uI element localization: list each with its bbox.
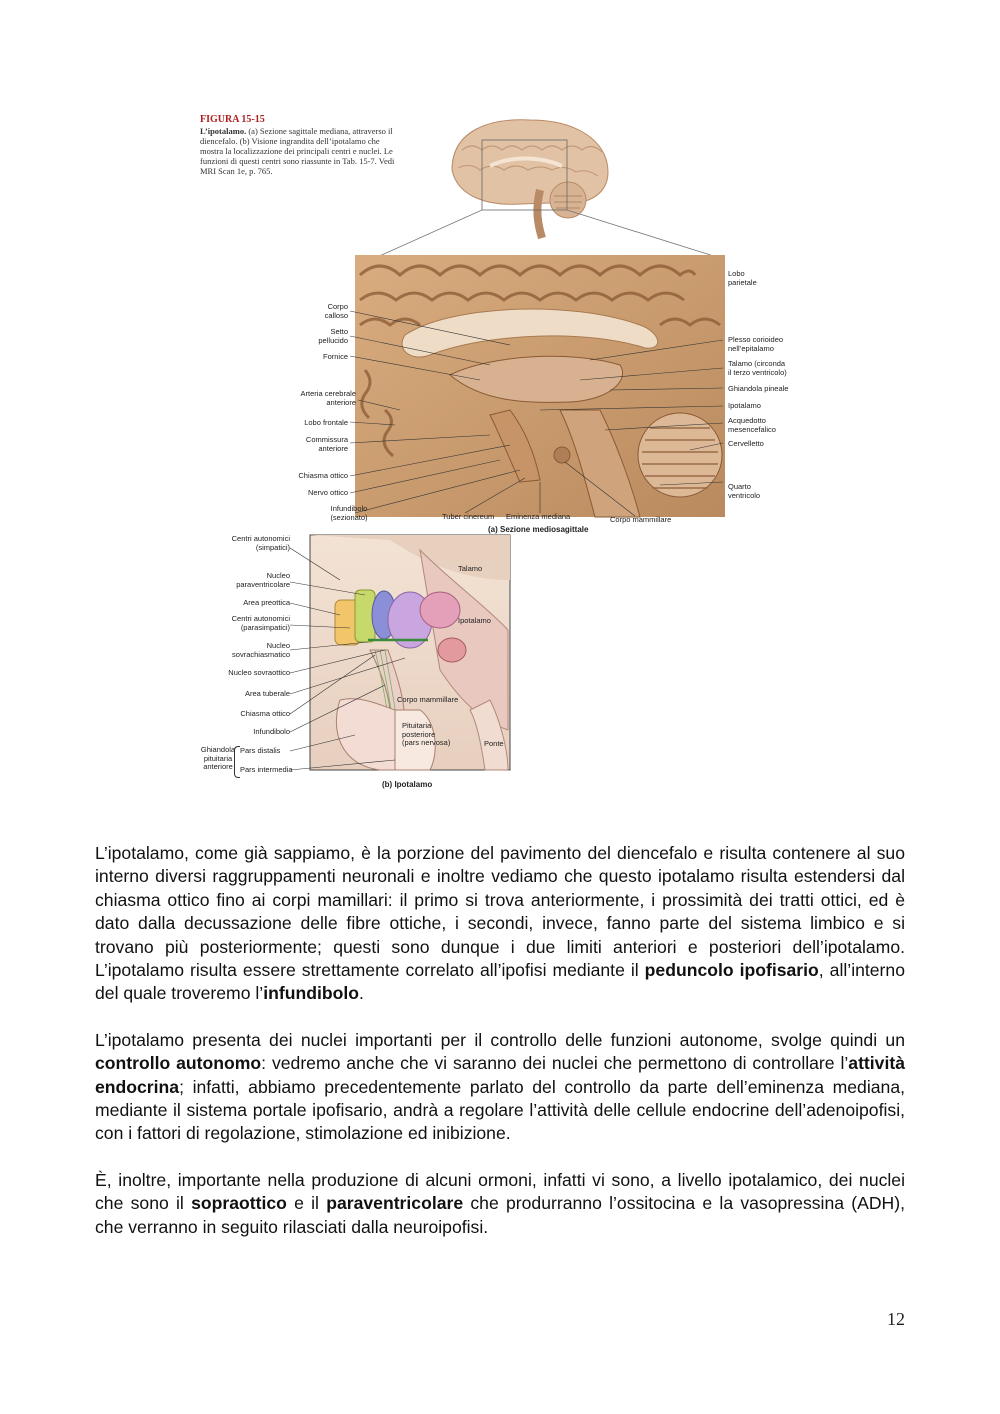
panel-a-caption: (a) Sezione mediosagittale — [488, 525, 589, 534]
page-number: 12 — [887, 1309, 905, 1329]
mediosagittal-section-photo — [355, 255, 725, 517]
label-lobo-parietale: Lobo parietale — [728, 269, 757, 287]
paragraph-3: È, inoltre, importante nella produzione di alcuni ormoni, infatti vi sono, a livello ipotalamico, dei nuclei che sono il sopraottico e il paraventricolare che produrranno l’ossitocina e la vasopressina (ADH), che verranno in seguito rilasciati dalla neuroipofisi. — [95, 1169, 906, 1237]
label-pituitaria-posteriore: Pituitaria posteriore (pars nervosa) — [402, 721, 451, 747]
label-ghiandola-pituitaria-anteriore: Ghiandola pituitaria anteriore — [200, 745, 236, 771]
label-infundibolo-sezionato: Infundibolo (sezionato) — [330, 504, 368, 522]
label-ghiandola-pineale: Ghiandola pineale — [728, 384, 789, 393]
brain-thumbnail-image — [452, 120, 608, 238]
label-area-tuberale: Area tuberale — [244, 689, 290, 698]
label-pars-distalis: Pars distalis — [240, 746, 281, 755]
label-ponte: Ponte — [484, 739, 504, 748]
zoom-line-left — [375, 210, 482, 258]
figure-caption-lead: L’ipotalamo. — [200, 126, 247, 136]
figure-number: FIGURA 15-15 — [200, 114, 265, 125]
label-commissura-anteriore: Commissura anteriore — [305, 435, 348, 453]
paragraph-2: L’ipotalamo presenta dei nuclei importanti per il controllo delle funzioni autonome, svolge quindi un controllo autonomo: vedremo anche che vi saranno dei nuclei che permettono di controllare l’attività endocrina; infatti, abbiamo precedentemente parlato del controllo da parte dell’eminenza mediana, mediante il sistema portale ipofisario, andrà a regolare l’attività delle cellule endocrine dell’adenoipofisi, con i fattori di regolazione, stimolazione ed inibizione. — [95, 1029, 905, 1144]
label-infundibolo: Infundibolo — [253, 727, 290, 736]
label-setto-pellucido: Setto pellucido — [318, 327, 348, 345]
label-corpo-calloso: Corpo calloso — [324, 302, 348, 320]
label-talamo: Talamo (circonda il terzo ventricolo) — [728, 359, 787, 377]
label-nucleo-sovraottico: Nucleo sovraottico — [228, 668, 290, 677]
term-controllo-autonomo: controllo autonomo — [95, 1053, 262, 1074]
label-corpo-mammillare-b: Corpo mammillare — [397, 695, 459, 704]
label-arteria-cerebrale-anteriore: Arteria cerebrale anteriore — [300, 389, 356, 407]
label-eminenza-mediana: Eminenza mediana — [506, 512, 571, 521]
label-nucleo-paraventricolare: Nucleo paraventricolare — [236, 571, 290, 589]
label-cervelletto: Cervelletto — [728, 439, 764, 448]
label-acquedotto-mesencefalico: Acquedotto mesencefalico — [728, 416, 776, 434]
label-lobo-frontale: Lobo frontale — [304, 418, 348, 427]
label-fornice: Fornice — [322, 352, 348, 361]
label-centri-autonomici-parasimpatici: Centri autonomici (parasimpatici) — [231, 614, 290, 632]
figure-15-15 — [190, 110, 790, 800]
label-nucleo-sovrachiasmatico: Nucleo sovrachiasmatico — [232, 641, 290, 659]
label-quarto-ventricolo: Quarto ventricolo — [728, 482, 761, 500]
label-nervo-ottico: Nervo ottico — [307, 488, 348, 497]
label-ipotalamo: Ipotalamo — [728, 401, 761, 410]
term-infundibolo: infundibolo — [263, 983, 359, 1004]
label-chiasma-ottico: Chiasma ottico — [298, 471, 348, 480]
label-area-preottica: Area preottica — [243, 598, 290, 607]
label-pars-intermedia: Pars intermedia — [240, 765, 293, 774]
gland-brace — [234, 746, 240, 778]
panel-b-caption: (b) Ipotalamo — [382, 780, 433, 789]
figure-caption-text: (a) Sezione sagittale mediana, attraverso il diencefalo. (b) Visione ingrandita dell’ipotalamo che mostra la localizzazione dei principali centri e nuclei. Le funzioni di questi centri sono riassunte in Tab. 15-7. Vedi MRI Scan 1e, p. 765. — [200, 126, 395, 176]
label-centri-autonomici-simpatici: Centri autonomici (simpatici) — [231, 534, 290, 552]
body-text — [95, 842, 905, 1262]
term-attivita-endocrina: attività endocrina — [95, 1053, 905, 1097]
paragraph-1: L’ipotalamo, come già sappiamo, è la porzione del pavimento del diencefalo e risulta contenere al suo interno diversi raggruppamenti neuronali e inoltre vediamo che questo ipotalamo risulta estendersi dal chiasma ottico fino ai corpi mamillari: il primo si trova anteriormente, i prossimità dei tratti ottici, ed è dato dalla decussazione delle fibre ottiche, i secondi, invece, fanno parte del sistema limbico e si trovano più posteriormente; questi sono dunque i due limiti anteriori e posteriori dell’ipotalamo. L’ipotalamo risulta essere strettamente correlato all’ipofisi mediante il peduncolo ipofisario, all’interno del quale troveremo l’infundibolo. — [95, 843, 905, 1004]
label-corpo-mammillare: Corpo mammillare — [610, 515, 672, 524]
label-plesso-corioideo: Plesso corioideo nell’epitalamo — [728, 335, 784, 353]
label-chiasma-ottico-b: Chiasma ottico — [240, 709, 290, 718]
label-talamo-b: Talamo — [458, 564, 483, 573]
term-sopraottico: sopraottico — [191, 1193, 287, 1214]
zoom-line-right — [567, 210, 720, 258]
label-tuber-cinereum: Tuber cinereum — [442, 512, 495, 521]
term-paraventricolare: paraventricolare — [326, 1193, 464, 1214]
label-ipotalamo-b: Ipotalamo — [458, 616, 491, 625]
term-peduncolo-ipofisario: peduncolo ipofisario — [644, 960, 819, 981]
